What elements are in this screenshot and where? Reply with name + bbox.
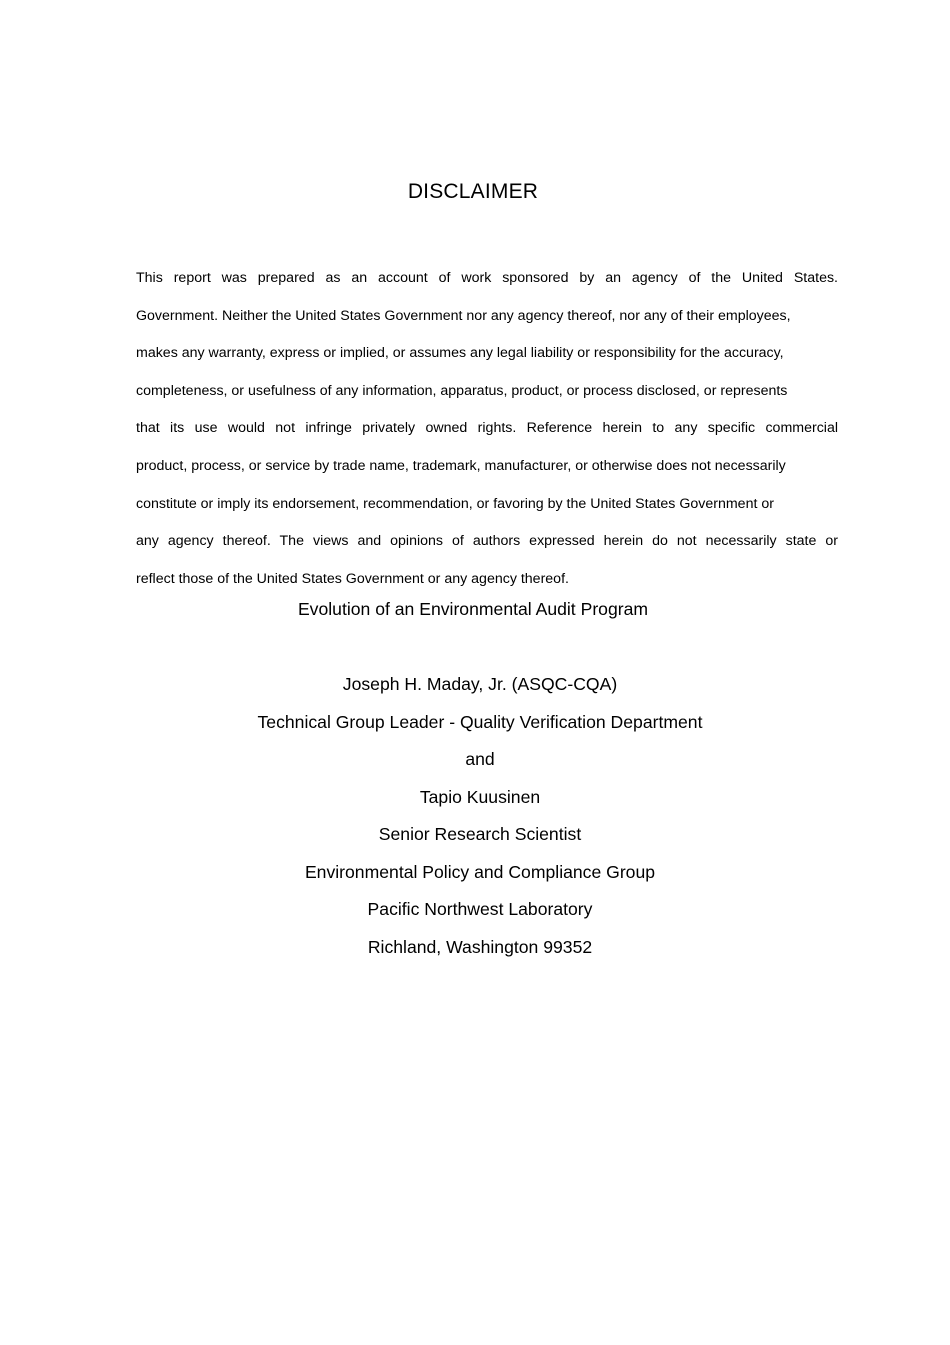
disclaimer-line: product, process, or service by trade name, trademark, manufacturer, or otherwise does not necessarily	[136, 457, 786, 474]
author-affiliation-group: Environmental Policy and Compliance Group	[304, 861, 656, 882]
disclaimer-line: that its use would not infringe privately owned rights. Reference herein to any specific commercial	[136, 420, 838, 437]
author-name: Joseph H. Maday, Jr. (ASQC-CQA)	[342, 674, 618, 694]
author-conjunction: and	[465, 749, 495, 769]
disclaimer-line: reflect those of the United States Government or any agency thereof.	[136, 570, 569, 587]
author-affiliation-lab: Pacific Northwest Laboratory	[367, 899, 593, 919]
disclaimer-line: Government. Neither the United States Government nor any agency thereof, nor any of their employees,	[136, 307, 791, 324]
disclaimer-line: any agency thereof. The views and opinions of authors expressed herein do not necessarily state or	[136, 533, 838, 550]
disclaimer-line: completeness, or usefulness of any information, apparatus, product, or process disclosed, or represents	[136, 382, 788, 399]
disclaimer-paragraph	[136, 260, 838, 598]
author-block	[14, 666, 946, 966]
disclaimer-heading: DISCLAIMER	[407, 180, 539, 203]
disclaimer-line: makes any warranty, express or implied, or assumes any legal liability or responsibility for the accuracy,	[136, 345, 784, 362]
disclaimer-line: This report was prepared as an account of work sponsored by an agency of the United States.	[136, 270, 838, 286]
author-address: Richland, Washington 99352	[367, 936, 593, 957]
paper-title	[0, 596, 946, 622]
author-role: Senior Research Scientist	[378, 824, 582, 844]
paper-title-text: Evolution of an Environmental Audit Program	[297, 599, 649, 619]
author-name: Tapio Kuusinen	[419, 786, 541, 807]
author-role: Technical Group Leader - Quality Verification Department	[257, 711, 703, 732]
disclaimer-line: constitute or imply its endorsement, recommendation, or favoring by the United States Government or	[136, 495, 774, 512]
